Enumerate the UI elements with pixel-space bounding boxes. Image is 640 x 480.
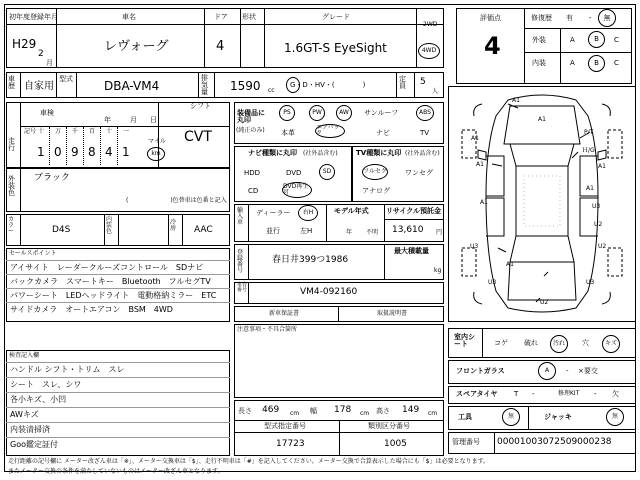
inspector-line-3: AWキズ — [10, 410, 39, 419]
4wd-circle: 4WD — [418, 43, 440, 59]
tools-none: 無 — [502, 408, 520, 426]
interior-scratch: キズ — [602, 335, 620, 353]
equip-aw: AW — [336, 105, 352, 121]
odo-head-2: 千 — [72, 128, 79, 135]
vehicle-grade: 1.6GT-S EyeSight — [284, 41, 387, 55]
equip-airbag: エアバック — [315, 124, 345, 138]
mark-front-a1: A1 — [512, 97, 520, 104]
import-right-hand: 右H — [298, 205, 318, 221]
displacement: 1590 — [230, 79, 261, 93]
model-value: DBA-VM4 — [104, 79, 160, 93]
warranty-block — [234, 306, 444, 322]
odo-head-5: 一 — [123, 128, 130, 135]
plate-value: 春日井399つ1986 — [272, 255, 349, 265]
name-label: 車名 — [122, 13, 136, 21]
mark-pt: P/T — [584, 129, 594, 136]
footer-note-1: 走行距離の記号欄に メーター改ざん車は「※」、メーター交換車は「$」、走行不明車は「#」を記入してください。メーター交換で合算表示した場合にも「$」は必要となります。 — [8, 458, 490, 465]
recycle-value: 13,610 — [392, 225, 424, 235]
footer-note-2: またメーター交換の条件を満たしていないものはメーター改ざん車となります。 — [8, 468, 224, 475]
reg-month-unit: 月 — [46, 59, 53, 67]
shift-value: CVT — [184, 129, 212, 145]
height-value: 149 — [402, 405, 420, 415]
mark-rear-u3: U3 — [592, 203, 601, 210]
ext-grade-circle: B — [588, 31, 605, 48]
repair-yes: 有 — [566, 14, 573, 22]
mark-hg: Ｈ/G — [582, 147, 595, 154]
mark-lrear-u3: U3 — [470, 243, 479, 250]
mark-bump2-u3: U3 — [586, 279, 595, 286]
jack-none: 無 — [606, 408, 624, 426]
odo-digit-0: 1 — [37, 145, 45, 159]
odo-digit-3: 8 — [88, 145, 96, 159]
reg-year-label: 初年度登録年月 — [9, 13, 58, 21]
color-value: ブラック — [34, 173, 70, 183]
mark-bump-u3: U3 — [488, 279, 497, 286]
odo-digit-5: 1 — [122, 145, 130, 159]
mark-trunk-a1: A1 — [506, 261, 514, 268]
odo-digit-1: 0 — [54, 145, 62, 159]
int-grade-circle: B — [588, 55, 605, 72]
equip-pw: PW — [309, 105, 325, 121]
mark-left-a1: A1 — [476, 161, 484, 168]
reg-month: 2 — [38, 49, 44, 59]
class-value: 1005 — [384, 439, 407, 449]
attention-block — [234, 324, 444, 398]
navi-dvd-play: DVD再生可 — [282, 182, 312, 198]
mark-hood-a1: A1 — [538, 116, 546, 123]
inspector-line-0: ハンドル シフト・トリム スレ — [10, 365, 125, 374]
mgmt-value: 00001003072509000238 — [497, 437, 612, 447]
interior-stain: 汚れ — [550, 335, 568, 353]
equip-ps: PS — [279, 105, 295, 121]
vehicle-name: レヴォーグ — [104, 39, 169, 54]
length-value: 469 — [262, 405, 280, 415]
tv-fullseg: フルセグ — [362, 164, 388, 180]
sales-line-1: バックカメラ スマートキー Bluetooth フルセグTV — [10, 277, 211, 286]
mark-fender-a1: A1 — [471, 135, 479, 142]
glass-a: A — [538, 362, 556, 380]
mark-rear-u2: U2 — [594, 221, 603, 228]
repair-label: 修復歴 — [531, 14, 552, 22]
ac-value: AAC — [194, 225, 213, 235]
grade-label: グレード — [322, 13, 350, 21]
score-label: 評価点 — [480, 14, 501, 22]
odo-km-circle: km — [147, 147, 165, 161]
odo-head-0: 十 — [38, 128, 45, 135]
sales-line-0: アイサイト レーダークルーズコントロール SDナビ — [10, 263, 204, 272]
capacity: 5 — [420, 77, 426, 87]
shape-label: 形状 — [242, 13, 256, 21]
mark-rdoor-a1: A1 — [586, 185, 594, 192]
odo-head-4: 十 — [106, 128, 113, 135]
usage-value: 自家用 — [24, 81, 54, 92]
chassis-value: VM4-092160 — [300, 287, 358, 297]
repair-none-circle: 無 — [598, 9, 616, 27]
width-value: 178 — [334, 405, 352, 415]
spec-value: 17723 — [276, 439, 305, 449]
vehicle-doors: 4 — [216, 39, 225, 54]
odo-head-3: 百 — [89, 128, 96, 135]
reg-year: H29 — [12, 37, 37, 51]
door-label: ドア — [214, 13, 228, 21]
odo-head-1: 万 — [55, 128, 62, 135]
int-grade-label: 内装 — [532, 59, 546, 67]
color-code: D4S — [52, 225, 71, 235]
odo-digit-2: 9 — [71, 145, 79, 159]
sales-line-3: サイドカメラ オートエアコン BSM 4WD — [10, 305, 173, 314]
score-value: 4 — [484, 32, 501, 60]
fuel-types: G・D・HV・( ) — [290, 81, 366, 89]
inspector-line-5: Goo鑑定証付 — [10, 440, 58, 449]
odo-digit-4: 4 — [105, 145, 113, 159]
sales-line-2: パワーシート LEDヘッドライト 電動格納ミラー ETC — [10, 291, 217, 300]
mark-ldoor-a1: A1 — [480, 199, 488, 206]
navi-sd: SD — [319, 164, 335, 180]
mark-rrear-u2: U2 — [598, 243, 607, 250]
equip-abs: ABS — [416, 105, 434, 121]
2wd-label: 2WD — [423, 21, 438, 28]
inspector-line-1: シート スレ、シワ — [10, 380, 82, 389]
inspector-line-4: 内装清掃済 — [10, 425, 50, 434]
mark-right-a1: A1 — [598, 163, 606, 170]
mark-rear-bump-u2: U2 — [540, 299, 549, 306]
inspector-line-2: 各小キズ、小凹 — [10, 395, 67, 404]
ext-grade-label: 外装 — [532, 36, 546, 44]
